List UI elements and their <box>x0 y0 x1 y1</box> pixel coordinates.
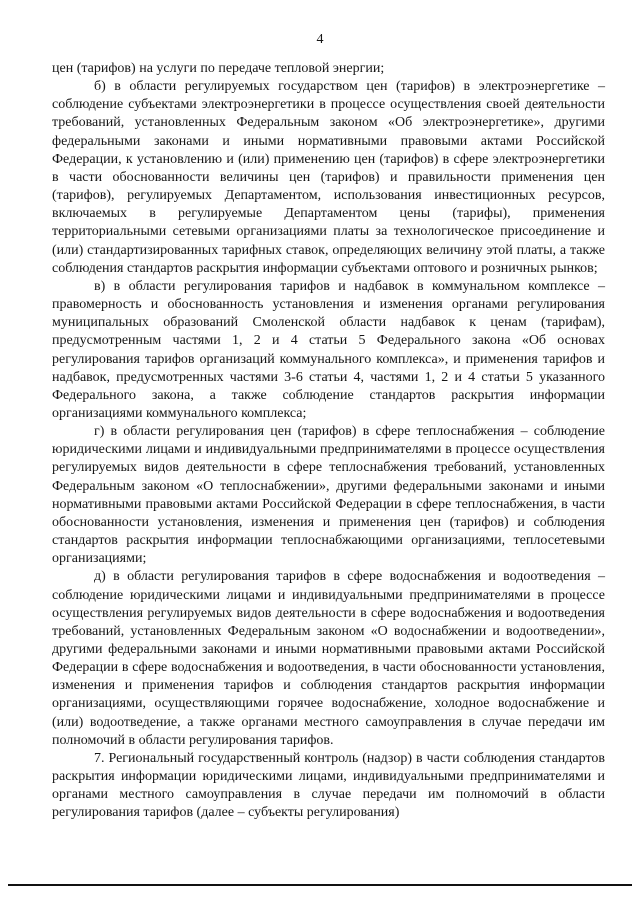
paragraph-b-electroenergy: б) в области регулируемых государством цен (тарифов) в электроэнергетике – соблюдение субъектами электроэнергетики в процессе осуществления своей деятельности требований, установленных Федеральным законом «Об электроэнергетике», другими федеральными законами и иными нормативными правовыми актами Российской Федерации, к установлению и (или) применению цен (тарифов) в сфере электроэнергетики в части обоснованности величины цен (тарифов) и правильности применения цен (тарифов), регулируемых Департаментом, использования инвестиционных ресурсов, включаемых в регулируемые Департаментом цены (тарифы), применения территориальными сетевыми организациями платы за технологическое присоединение и (или) стандартизированных тарифных ставок, определяющих величину этой платы, а также соблюдения стандартов раскрытия информации субъектами оптового и розничных рынков; <box>52 79 605 276</box>
paragraph-continuation: цен (тарифов) на услуги по передаче тепловой энергии; <box>52 61 385 76</box>
document-body <box>52 60 605 823</box>
paragraph-g-heat-supply: г) в области регулирования цен (тарифов) в сфере теплоснабжения – соблюдение юридическими лицами и индивидуальными предпринимателями в процессе осуществления регулируемых видов деятельности в сфере теплоснабжения требований, установленных Федеральным законом «О теплоснабжении», другими федеральными законами и иными нормативными правовыми актами Российской Федерации в сфере теплоснабжения, в части обоснованности установления, изменения и применения цен (тарифов) и соблюдения стандартов раскрытия информации теплоснабжающими организациями, теплосетевыми организациями; <box>52 424 605 567</box>
paragraph-v-communal: в) в области регулирования тарифов и надбавок в коммунальном комплексе – правомерность и обоснованность установления и изменения органами регулирования муниципальных образований Смоленской области надбавок к ценам (тарифам), предусмотренным частями 1, 2 и 4 статьи 5 Федерального закона «Об основах регулирования тарифов организаций коммунального комплекса», и применения тарифов и надбавок, предусмотренных частями 3-6 статьи 4, частями 1, 2 и 4 статьи 5 указанного Федерального закона, а также соблюдение стандартов раскрытия информации организациями коммунального комплекса; <box>52 278 605 421</box>
page-number: 4 <box>316 32 324 47</box>
paragraph-d-water-supply: д) в области регулирования тарифов в сфере водоснабжения и водоотведения – соблюдение юридическими лицами и индивидуальными предпринимателями в процессе осуществления регулируемых видов деятельности в сфере водоснабжения и водоотведения требований, установленных Федеральным законом «О водоснабжении и водоотведении», другими федеральными законами и иными нормативными правовыми актами Российской Федерации в сфере водоснабжения и водоотведения, в части обоснованности установления, изменения и применения тарифов и соблюдения стандартов раскрытия информации организациями, осуществляющими горячее водоснабжение, холодное водоснабжение и (или) водоотведение, а также органами местного самоуправления в случае передачи им полномочий в области регулирования тарифов. <box>52 569 605 748</box>
bottom-divider <box>8 884 632 886</box>
paragraph-7-regional-control: 7. Региональный государственный контроль (надзор) в части соблюдения стандартов раскрытия информации юридическими лицами, индивидуальными предпринимателями и органами местного самоуправления в случае передачи им полномочий в области регулирования тарифов (далее – субъекты регулирования) <box>52 750 605 821</box>
